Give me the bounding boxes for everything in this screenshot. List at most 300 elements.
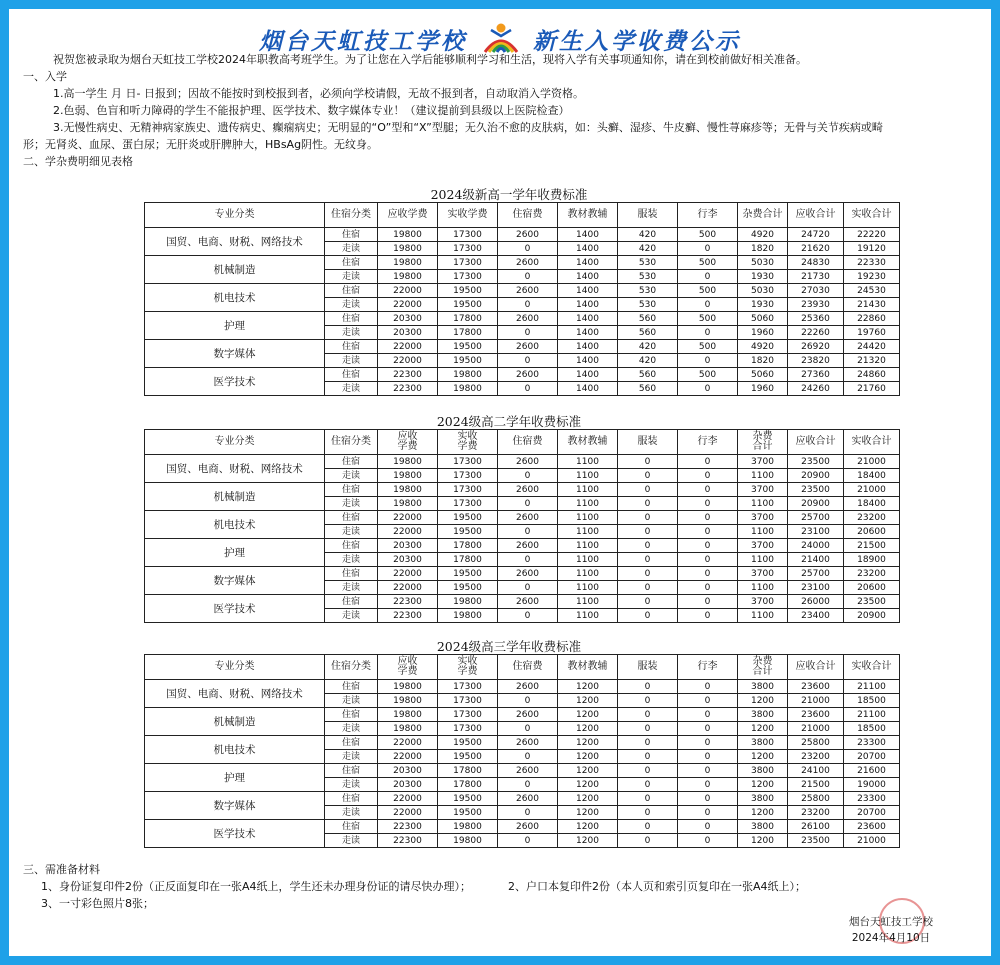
lodging-type-cell: 走读 xyxy=(325,806,378,820)
lodging-type-cell: 住宿 xyxy=(325,764,378,778)
fee-cell: 20700 xyxy=(844,806,900,820)
fee-cell: 0 xyxy=(678,455,738,469)
fee-cell: 0 xyxy=(678,694,738,708)
intro-section xyxy=(23,51,983,170)
lodging-type-cell: 走读 xyxy=(325,354,378,368)
major-name-cell: 机电技术 xyxy=(145,511,325,539)
column-header: 行李 xyxy=(678,655,738,680)
fee-cell: 2600 xyxy=(498,792,558,806)
fee-cell: 0 xyxy=(618,792,678,806)
fee-cell: 22000 xyxy=(378,340,438,354)
fee-table-caption: 2024级新高一学年收费标准 xyxy=(430,187,588,202)
fee-cell: 0 xyxy=(618,694,678,708)
fee-cell: 0 xyxy=(678,242,738,256)
fee-cell: 3700 xyxy=(738,567,788,581)
lodging-type-cell: 走读 xyxy=(325,694,378,708)
fee-cell: 0 xyxy=(678,553,738,567)
fee-cell: 0 xyxy=(678,778,738,792)
table-header-row xyxy=(145,655,900,680)
column-header: 杂费 合计 xyxy=(738,430,788,455)
fee-cell: 500 xyxy=(678,284,738,298)
fee-cell: 2600 xyxy=(498,539,558,553)
lodging-type-cell: 住宿 xyxy=(325,792,378,806)
fee-cell: 17800 xyxy=(438,778,498,792)
fee-cell: 0 xyxy=(678,511,738,525)
fee-cell: 1400 xyxy=(558,298,618,312)
fee-cell: 23200 xyxy=(844,567,900,581)
fee-cell: 19800 xyxy=(378,455,438,469)
table-row xyxy=(145,567,900,581)
fee-cell: 19800 xyxy=(438,382,498,396)
notice-title: 新生入学收费公示 xyxy=(533,27,741,55)
fee-cell: 1200 xyxy=(558,736,618,750)
fee-cell: 1930 xyxy=(738,270,788,284)
fee-cell: 1100 xyxy=(558,581,618,595)
enrollment-item-3: 3.无慢性病史、无精神病家族史、遗传病史、癫痫病史；无明显的“O”型和“X”型腿；无久治不愈的皮肤病，如：头癣、湿疹、牛皮癣、慢性荨麻疹等；无骨与关节疾病或畸 xyxy=(53,121,883,134)
fee-cell: 19800 xyxy=(378,270,438,284)
major-name-cell: 医学技术 xyxy=(145,820,325,848)
fee-cell: 420 xyxy=(618,228,678,242)
major-name-cell: 国贸、电商、财税、网络技术 xyxy=(145,228,325,256)
fee-cell: 0 xyxy=(498,581,558,595)
fee-cell: 1930 xyxy=(738,298,788,312)
fee-cell: 17300 xyxy=(438,455,498,469)
fee-cell: 19800 xyxy=(438,820,498,834)
fee-cell: 19230 xyxy=(844,270,900,284)
fee-cell: 23500 xyxy=(844,595,900,609)
section-heading-enrollment: 一、入学 xyxy=(23,70,67,83)
fee-cell: 0 xyxy=(498,326,558,340)
fee-cell: 1200 xyxy=(558,708,618,722)
fee-cell: 19500 xyxy=(438,792,498,806)
fee-cell: 0 xyxy=(678,764,738,778)
lodging-type-cell: 住宿 xyxy=(325,595,378,609)
fee-cell: 3800 xyxy=(738,792,788,806)
fee-cell: 2600 xyxy=(498,368,558,382)
fee-cell: 23930 xyxy=(788,298,844,312)
fee-cell: 23500 xyxy=(788,483,844,497)
fee-cell: 1400 xyxy=(558,242,618,256)
fee-cell: 19500 xyxy=(438,298,498,312)
fee-cell: 20700 xyxy=(844,750,900,764)
fee-cell: 1200 xyxy=(738,806,788,820)
fee-cell: 2600 xyxy=(498,483,558,497)
lodging-type-cell: 住宿 xyxy=(325,567,378,581)
column-header: 应收 学费 xyxy=(378,430,438,455)
fee-cell: 3700 xyxy=(738,483,788,497)
fee-cell: 1100 xyxy=(738,497,788,511)
enrollment-item-3-cont: 形；无肾炎、血尿、蛋白尿；无肝炎或肝脾肿大，HBsAg阴性。无纹身。 xyxy=(23,138,379,151)
column-header: 应收学费 xyxy=(378,203,438,228)
column-header: 教材教辅 xyxy=(558,655,618,680)
fee-cell: 1820 xyxy=(738,354,788,368)
fee-cell: 27030 xyxy=(788,284,844,298)
fee-cell: 420 xyxy=(618,242,678,256)
column-header: 住宿费 xyxy=(498,203,558,228)
fee-cell: 1100 xyxy=(738,469,788,483)
column-header: 实收合计 xyxy=(844,430,900,455)
fee-cell: 19800 xyxy=(378,469,438,483)
column-header: 住宿分类 xyxy=(325,430,378,455)
fee-cell: 24100 xyxy=(788,764,844,778)
fee-cell: 4920 xyxy=(738,340,788,354)
table-header-row xyxy=(145,430,900,455)
fee-cell: 0 xyxy=(498,298,558,312)
fee-cell: 2600 xyxy=(498,511,558,525)
fee-cell: 27360 xyxy=(788,368,844,382)
fee-cell: 17300 xyxy=(438,497,498,511)
fee-cell: 25700 xyxy=(788,567,844,581)
fee-cell: 22000 xyxy=(378,750,438,764)
lodging-type-cell: 走读 xyxy=(325,553,378,567)
fee-cell: 1960 xyxy=(738,382,788,396)
fee-cell: 0 xyxy=(618,553,678,567)
fee-cell: 3800 xyxy=(738,680,788,694)
fee-cell: 1200 xyxy=(738,694,788,708)
fee-cell: 530 xyxy=(618,256,678,270)
fee-cell: 0 xyxy=(678,581,738,595)
fee-cell: 17300 xyxy=(438,694,498,708)
fee-cell: 21000 xyxy=(844,455,900,469)
fee-cell: 19500 xyxy=(438,736,498,750)
fee-cell: 23600 xyxy=(788,708,844,722)
fee-cell: 23600 xyxy=(844,820,900,834)
lodging-type-cell: 住宿 xyxy=(325,284,378,298)
column-header: 专业分类 xyxy=(145,655,325,680)
fee-cell: 5060 xyxy=(738,368,788,382)
materials-section xyxy=(23,861,983,912)
fee-cell: 1200 xyxy=(558,750,618,764)
fee-cell: 0 xyxy=(618,764,678,778)
fee-cell: 21500 xyxy=(844,539,900,553)
column-header: 实收合计 xyxy=(844,655,900,680)
fee-cell: 23200 xyxy=(788,750,844,764)
column-header: 实收 学费 xyxy=(438,430,498,455)
fee-table xyxy=(144,654,900,848)
fee-cell: 2600 xyxy=(498,312,558,326)
fee-cell: 17800 xyxy=(438,312,498,326)
fee-cell: 19500 xyxy=(438,581,498,595)
fee-cell: 0 xyxy=(498,553,558,567)
fee-cell: 3700 xyxy=(738,455,788,469)
fee-cell: 23500 xyxy=(788,834,844,848)
fee-cell: 24830 xyxy=(788,256,844,270)
fee-table xyxy=(144,429,900,623)
fee-cell: 530 xyxy=(618,284,678,298)
fee-cell: 19500 xyxy=(438,340,498,354)
column-header: 应收合计 xyxy=(788,430,844,455)
fee-cell: 22300 xyxy=(378,382,438,396)
fee-cell: 24530 xyxy=(844,284,900,298)
fee-cell: 22000 xyxy=(378,298,438,312)
fee-cell: 0 xyxy=(618,680,678,694)
fee-cell: 1200 xyxy=(558,764,618,778)
fee-cell: 21100 xyxy=(844,680,900,694)
fee-cell: 17300 xyxy=(438,708,498,722)
fee-cell: 20600 xyxy=(844,525,900,539)
fee-cell: 2600 xyxy=(498,455,558,469)
fee-cell: 0 xyxy=(618,455,678,469)
major-name-cell: 护理 xyxy=(145,539,325,567)
fee-cell: 1400 xyxy=(558,354,618,368)
fee-cell: 22000 xyxy=(378,525,438,539)
fee-cell: 22000 xyxy=(378,736,438,750)
column-header: 服装 xyxy=(618,655,678,680)
table-row xyxy=(145,228,900,242)
column-header: 应收合计 xyxy=(788,203,844,228)
fee-cell: 420 xyxy=(618,340,678,354)
lodging-type-cell: 走读 xyxy=(325,750,378,764)
fee-cell: 20300 xyxy=(378,539,438,553)
fee-cell: 1400 xyxy=(558,368,618,382)
table-row xyxy=(145,340,900,354)
fee-cell: 22000 xyxy=(378,511,438,525)
major-name-cell: 国贸、电商、财税、网络技术 xyxy=(145,680,325,708)
fee-cell: 2600 xyxy=(498,764,558,778)
fee-cell: 0 xyxy=(678,722,738,736)
lodging-type-cell: 住宿 xyxy=(325,708,378,722)
table-row xyxy=(145,595,900,609)
lodging-type-cell: 走读 xyxy=(325,382,378,396)
fee-cell: 0 xyxy=(678,567,738,581)
fee-cell: 0 xyxy=(618,539,678,553)
fee-cell: 22000 xyxy=(378,581,438,595)
fee-cell: 21760 xyxy=(844,382,900,396)
lodging-type-cell: 走读 xyxy=(325,298,378,312)
fee-cell: 1960 xyxy=(738,326,788,340)
fee-cell: 21100 xyxy=(844,708,900,722)
fee-cell: 1100 xyxy=(558,539,618,553)
fee-cell: 21400 xyxy=(788,553,844,567)
fee-cell: 2600 xyxy=(498,736,558,750)
fee-cell: 22000 xyxy=(378,792,438,806)
fee-cell: 0 xyxy=(678,539,738,553)
fee-cell: 2600 xyxy=(498,595,558,609)
fee-cell: 1100 xyxy=(558,511,618,525)
column-header: 住宿费 xyxy=(498,430,558,455)
fee-cell: 1400 xyxy=(558,270,618,284)
column-header: 住宿分类 xyxy=(325,203,378,228)
fee-cell: 0 xyxy=(498,354,558,368)
fee-cell: 20900 xyxy=(788,497,844,511)
table-row xyxy=(145,680,900,694)
column-header: 服装 xyxy=(618,430,678,455)
fee-cell: 3700 xyxy=(738,595,788,609)
fee-cell: 17300 xyxy=(438,483,498,497)
column-header: 杂费 合计 xyxy=(738,655,788,680)
fee-cell: 560 xyxy=(618,312,678,326)
fee-cell: 22000 xyxy=(378,284,438,298)
fee-cell: 25800 xyxy=(788,792,844,806)
fee-cell: 0 xyxy=(678,792,738,806)
fee-cell: 0 xyxy=(678,736,738,750)
fee-cell: 21500 xyxy=(788,778,844,792)
major-name-cell: 医学技术 xyxy=(145,368,325,396)
school-name: 烟台天虹技工学校 xyxy=(259,27,467,55)
fee-cell: 26100 xyxy=(788,820,844,834)
fee-cell: 0 xyxy=(498,694,558,708)
fee-cell: 22300 xyxy=(378,834,438,848)
fee-cell: 1200 xyxy=(558,778,618,792)
fee-cell: 21320 xyxy=(844,354,900,368)
column-header: 住宿分类 xyxy=(325,655,378,680)
fee-cell: 20300 xyxy=(378,553,438,567)
notice-page xyxy=(9,9,991,956)
major-name-cell: 数字媒体 xyxy=(145,340,325,368)
table-row xyxy=(145,312,900,326)
fee-cell: 25800 xyxy=(788,736,844,750)
fee-cell: 0 xyxy=(678,469,738,483)
fee-cell: 0 xyxy=(618,525,678,539)
fee-cell: 23200 xyxy=(788,806,844,820)
major-name-cell: 机电技术 xyxy=(145,284,325,312)
fee-cell: 22000 xyxy=(378,354,438,368)
fee-cell: 1200 xyxy=(558,694,618,708)
fee-cell: 5030 xyxy=(738,284,788,298)
fee-cell: 3800 xyxy=(738,764,788,778)
fee-cell: 0 xyxy=(618,806,678,820)
fee-cell: 4920 xyxy=(738,228,788,242)
major-name-cell: 机械制造 xyxy=(145,708,325,736)
column-header: 专业分类 xyxy=(145,430,325,455)
fee-cell: 19800 xyxy=(378,256,438,270)
column-header: 实收 学费 xyxy=(438,655,498,680)
fee-cell: 1100 xyxy=(738,553,788,567)
fee-cell: 19800 xyxy=(438,609,498,623)
fee-cell: 0 xyxy=(678,595,738,609)
major-name-cell: 机械制造 xyxy=(145,256,325,284)
fee-cell: 19500 xyxy=(438,511,498,525)
fee-cell: 20300 xyxy=(378,312,438,326)
fee-cell: 1200 xyxy=(558,792,618,806)
signature-block xyxy=(849,914,933,946)
enrollment-item-1: 1.高一学生 月 日- 日报到；因故不能按时到校报到者，必须向学校请假，无故不报到者，自动取消入学资格。 xyxy=(53,87,584,100)
section-heading-fees: 二、学杂费明细见表格 xyxy=(23,155,133,168)
lodging-type-cell: 走读 xyxy=(325,497,378,511)
fee-cell: 1100 xyxy=(738,525,788,539)
fee-cell: 560 xyxy=(618,382,678,396)
material-item-2: 2、户口本复印件2份（本人页和索引页复印在一张A4纸上）； xyxy=(508,880,807,893)
fee-cell: 21620 xyxy=(788,242,844,256)
fee-cell: 24260 xyxy=(788,382,844,396)
fee-cell: 1200 xyxy=(558,834,618,848)
material-item-3: 3、一寸彩色照片8张； xyxy=(41,897,154,910)
major-name-cell: 国贸、电商、财税、网络技术 xyxy=(145,455,325,483)
fee-cell: 19800 xyxy=(378,722,438,736)
fee-cell: 0 xyxy=(498,778,558,792)
lodging-type-cell: 走读 xyxy=(325,270,378,284)
fee-cell: 0 xyxy=(498,469,558,483)
fee-cell: 1820 xyxy=(738,242,788,256)
fee-cell: 19800 xyxy=(438,368,498,382)
table-row xyxy=(145,539,900,553)
fee-cell: 0 xyxy=(678,354,738,368)
lodging-type-cell: 住宿 xyxy=(325,312,378,326)
fee-cell: 0 xyxy=(498,722,558,736)
column-header: 教材教辅 xyxy=(558,430,618,455)
enrollment-item-2: 2.色弱、色盲和听力障碍的学生不能报护理、医学技术、数字媒体专业！（建议提前到县级以上医院检查） xyxy=(53,104,570,117)
fee-cell: 420 xyxy=(618,354,678,368)
table-row xyxy=(145,511,900,525)
major-name-cell: 医学技术 xyxy=(145,595,325,623)
fee-cell: 0 xyxy=(678,806,738,820)
lodging-type-cell: 走读 xyxy=(325,722,378,736)
fee-cell: 20300 xyxy=(378,778,438,792)
fee-cell: 1100 xyxy=(558,469,618,483)
lodging-type-cell: 住宿 xyxy=(325,680,378,694)
fee-cell: 23100 xyxy=(788,581,844,595)
fee-cell: 19800 xyxy=(438,834,498,848)
fee-cell: 19500 xyxy=(438,284,498,298)
fee-cell: 1400 xyxy=(558,228,618,242)
fee-cell: 20900 xyxy=(844,609,900,623)
fee-cell: 17300 xyxy=(438,469,498,483)
greeting-text: 祝贺您被录取为烟台天虹技工学校2024年职教高考班学生。为了让您在入学后能够顺利学习和生活，现将入学有关事项通知你，请在到校前做好相关准备。 xyxy=(53,53,807,66)
fee-table-caption: 2024级高三学年收费标准 xyxy=(436,639,582,654)
column-header: 应收合计 xyxy=(788,655,844,680)
table-row xyxy=(145,708,900,722)
fee-cell: 2600 xyxy=(498,820,558,834)
fee-cell: 0 xyxy=(618,511,678,525)
fee-cell: 1400 xyxy=(558,382,618,396)
section-heading-materials: 三、需准备材料 xyxy=(23,863,100,876)
major-name-cell: 机械制造 xyxy=(145,483,325,511)
fee-cell: 0 xyxy=(678,609,738,623)
lodging-type-cell: 走读 xyxy=(325,469,378,483)
fee-cell: 0 xyxy=(618,708,678,722)
fee-cell: 18900 xyxy=(844,553,900,567)
fee-cell: 19800 xyxy=(378,680,438,694)
major-name-cell: 护理 xyxy=(145,764,325,792)
fee-cell: 0 xyxy=(498,609,558,623)
fee-cell: 0 xyxy=(618,595,678,609)
fee-cell: 1400 xyxy=(558,284,618,298)
fee-cell: 0 xyxy=(678,525,738,539)
fee-cell: 1100 xyxy=(738,581,788,595)
fee-cell: 18500 xyxy=(844,722,900,736)
lodging-type-cell: 住宿 xyxy=(325,736,378,750)
fee-cell: 500 xyxy=(678,340,738,354)
fee-cell: 3700 xyxy=(738,539,788,553)
fee-cell: 22220 xyxy=(844,228,900,242)
fee-cell: 0 xyxy=(678,483,738,497)
fee-cell: 1200 xyxy=(738,722,788,736)
fee-cell: 0 xyxy=(618,483,678,497)
fee-cell: 0 xyxy=(498,750,558,764)
fee-cell: 19500 xyxy=(438,567,498,581)
fee-cell: 17300 xyxy=(438,680,498,694)
fee-cell: 23300 xyxy=(844,792,900,806)
fee-cell: 23200 xyxy=(844,511,900,525)
fee-cell: 560 xyxy=(618,368,678,382)
table-row xyxy=(145,483,900,497)
fee-cell: 1400 xyxy=(558,340,618,354)
fee-cell: 1100 xyxy=(558,609,618,623)
signature-date: 2024年4月10日 xyxy=(851,932,931,944)
fee-cell: 19500 xyxy=(438,354,498,368)
fee-cell: 19800 xyxy=(378,242,438,256)
fee-cell: 0 xyxy=(618,469,678,483)
fee-cell: 0 xyxy=(678,708,738,722)
material-item-1: 1、身份证复印件2份（正反面复印在一张A4纸上，学生还未办理身份证的请尽快办理）； xyxy=(41,880,472,893)
lodging-type-cell: 住宿 xyxy=(325,340,378,354)
fee-cell: 23820 xyxy=(788,354,844,368)
fee-cell: 1200 xyxy=(738,834,788,848)
fee-cell: 22260 xyxy=(788,326,844,340)
lodging-type-cell: 住宿 xyxy=(325,539,378,553)
column-header: 服装 xyxy=(618,203,678,228)
fee-cell: 2600 xyxy=(498,228,558,242)
